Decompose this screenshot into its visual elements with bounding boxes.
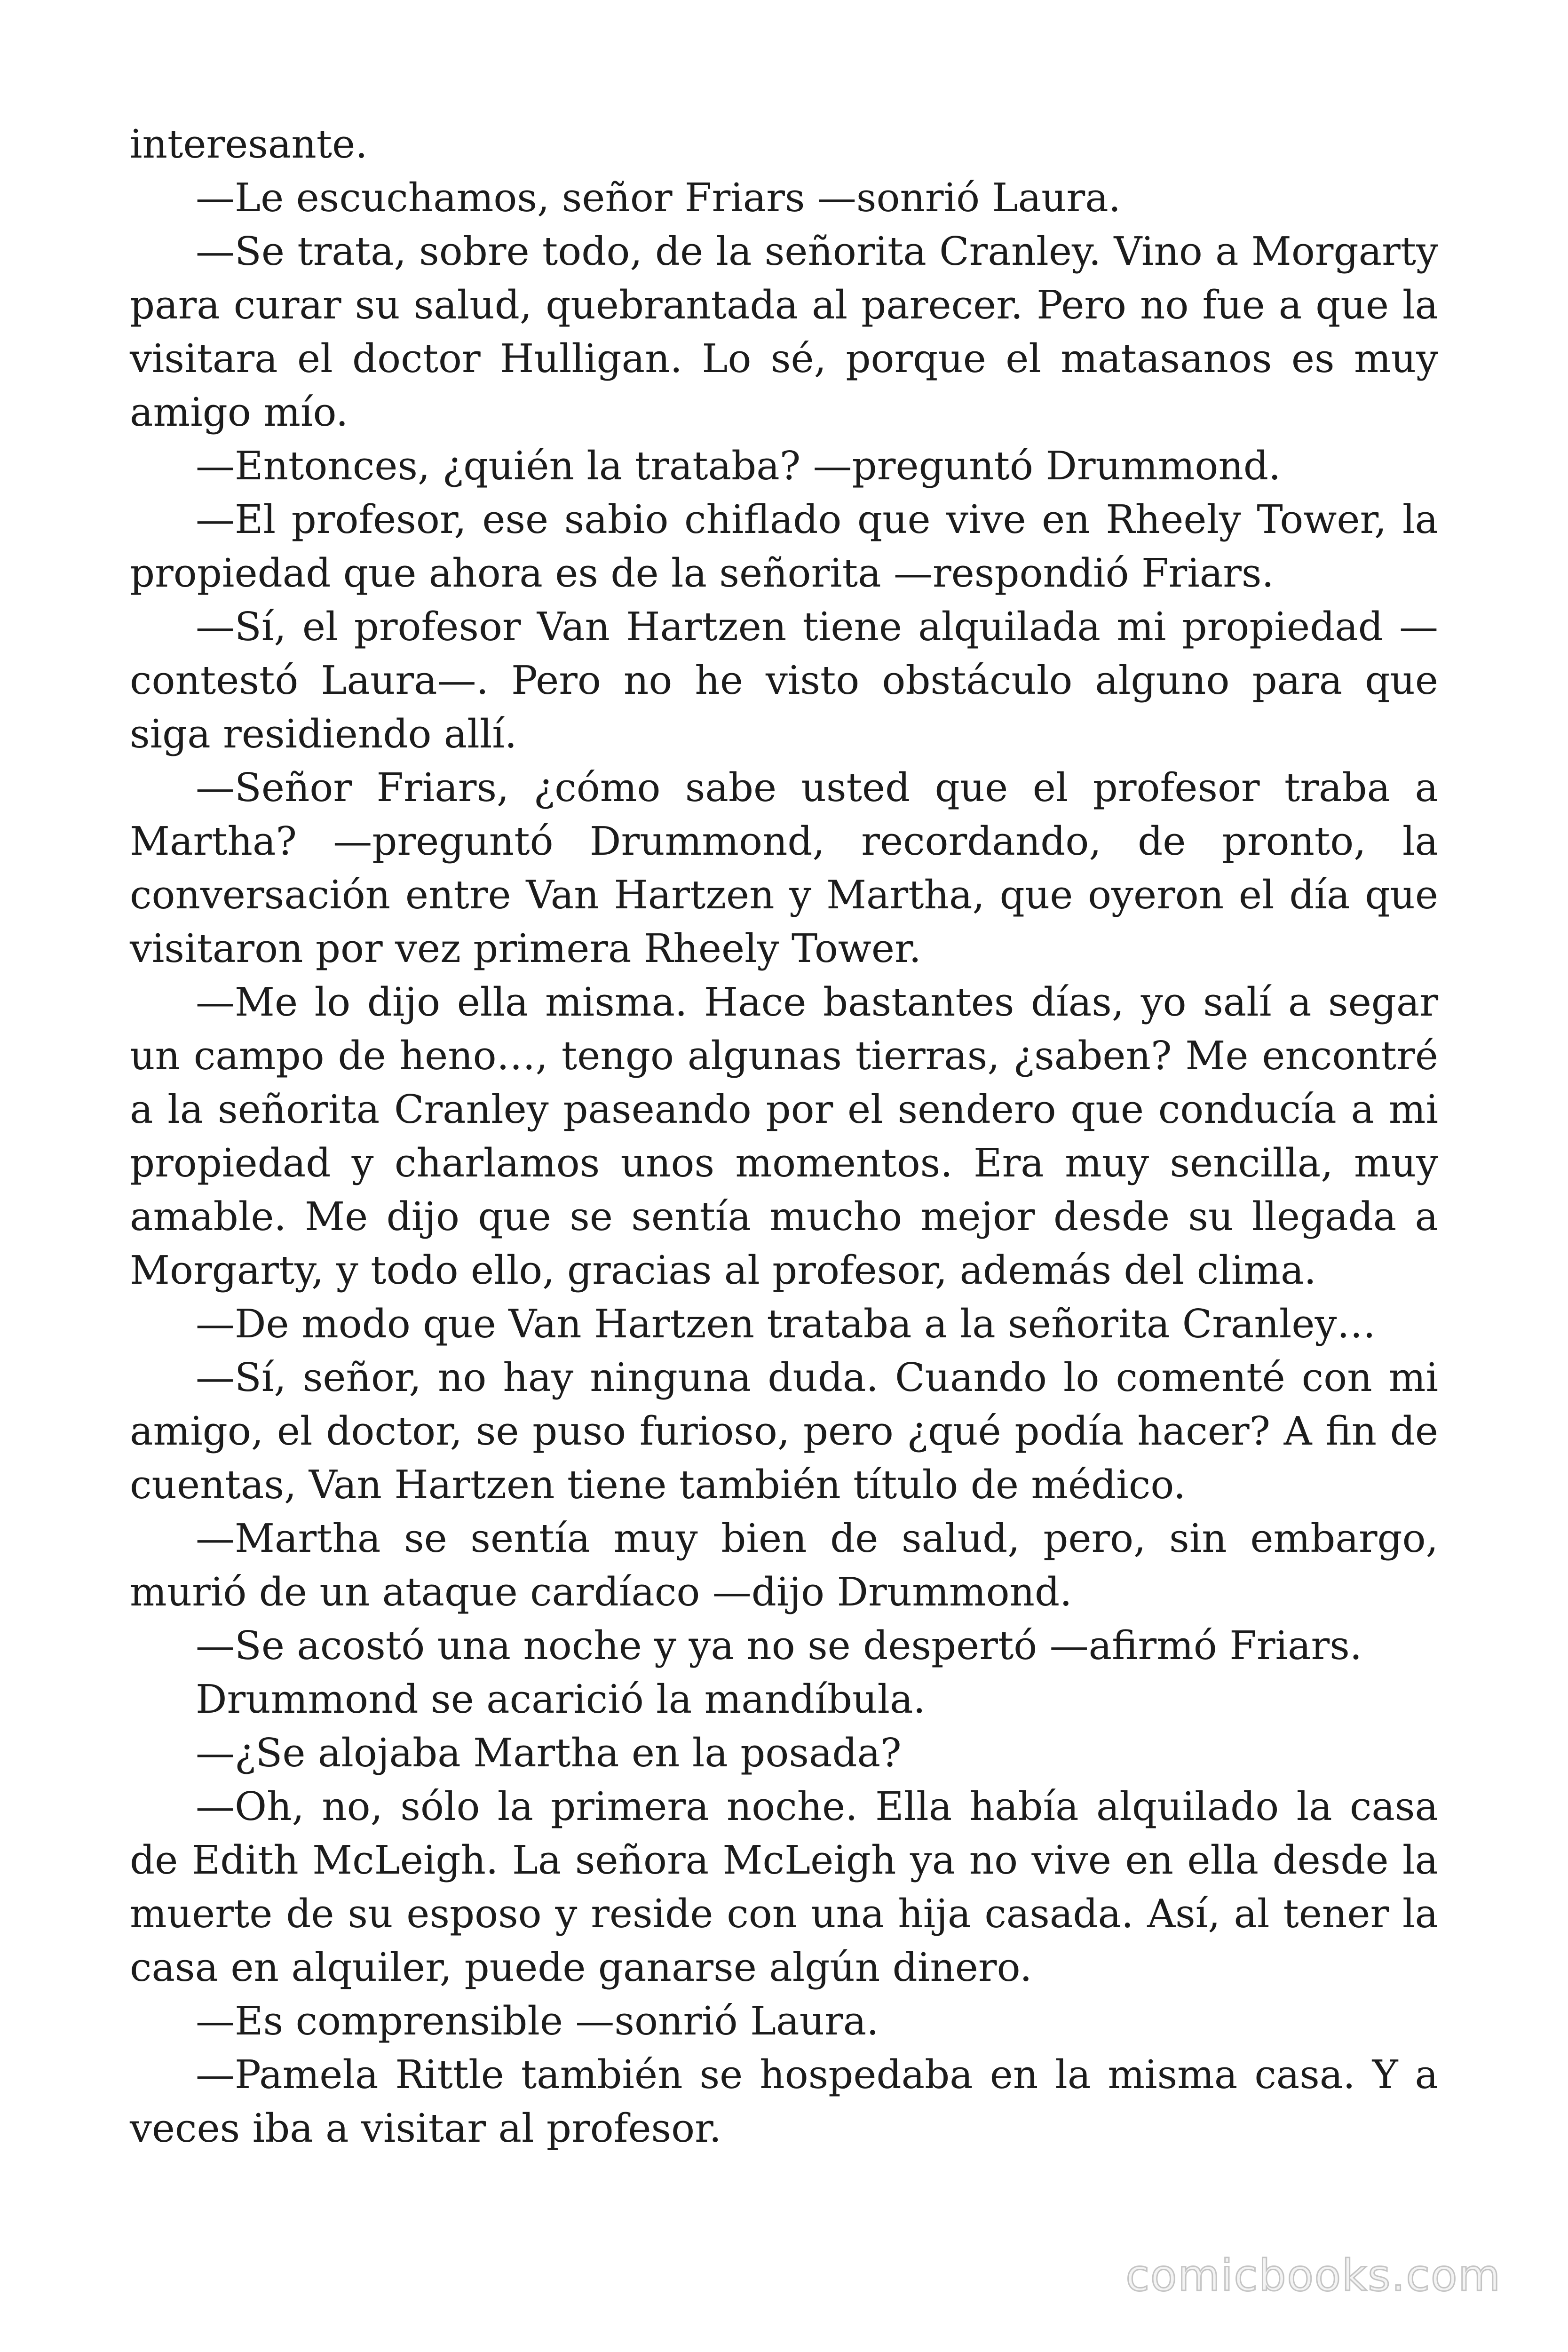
paragraph: —Martha se sentía muy bien de salud, pero, sin embargo, murió de un ataque cardíaco —dijo Drummond. [130,1516,1438,1615]
paragraph: —De modo que Van Hartzen trataba a la señorita Cranley… [196,1301,1376,1347]
paragraph: Drummond se acarició la mandíbula. [196,1677,926,1722]
paragraph: —Se trata, sobre todo, de la señorita Cranley. Vino a Morgarty para curar su salud, quebrantada al parecer. Pero no fue a que la visitara el doctor Hulligan. Lo sé, porque el matasanos es muy amigo mío. [130,229,1438,435]
paragraph: —Le escuchamos, señor Friars —sonrió Laura. [196,175,1121,221]
paragraph: —Me lo dijo ella misma. Hace bastantes días, yo salí a segar un campo de heno…, tengo algunas tierras, ¿saben? Me encontré a la señorita Cranley paseando por el sendero que conducía a mi propiedad y charlamos unos momentos. Era muy sencilla, muy amable. Me dijo que se sentía mucho mejor desde su llegada a Morgarty, y todo ello, gracias al profesor, además del clima. [130,979,1438,1293]
paragraph: —Sí, el profesor Van Hartzen tiene alquilada mi propiedad —contestó Laura—. Pero no he visto obstáculo alguno para que siga residiendo allí. [130,604,1438,757]
paragraph: —Es comprensible —sonrió Laura. [196,1998,879,2044]
page-body [130,118,1438,2155]
paragraph: —Sí, señor, no hay ninguna duda. Cuando lo comenté con mi amigo, el doctor, se puso furioso, pero ¿qué podía hacer? A fin de cuentas, Van Hartzen tiene también título de médico. [130,1355,1438,1508]
paragraph: —Se acostó una noche y ya no se despertó —afirmó Friars. [196,1623,1362,1669]
paragraph: —Pamela Rittle también se hospedaba en la misma casa. Y a veces iba a visitar al profesor. [130,2052,1438,2151]
paragraph: interesante. [130,121,368,167]
paragraph: —El profesor, ese sabio chiflado que vive en Rheely Tower, la propiedad que ahora es de la señorita —respondió Friars. [130,497,1438,596]
paragraph: —Oh, no, sólo la primera noche. Ella había alquilado la casa de Edith McLeigh. La señora McLeigh ya no vive en ella desde la muerte de su esposo y reside con una hija casada. Así, al tener la casa en alquiler, puede ganarse algún dinero. [130,1784,1438,1990]
watermark: comicbooks.com [1125,2250,1501,2301]
paragraph: —Entonces, ¿quién la trataba? —preguntó Drummond. [196,443,1281,489]
paragraph: —Señor Friars, ¿cómo sabe usted que el profesor traba a Martha? —preguntó Drummond, recordando, de pronto, la conversación entre Van Hartzen y Martha, que oyeron el día que visitaron por vez primera Rheely Tower. [130,765,1438,971]
paragraph: —¿Se alojaba Martha en la posada? [196,1730,902,1776]
